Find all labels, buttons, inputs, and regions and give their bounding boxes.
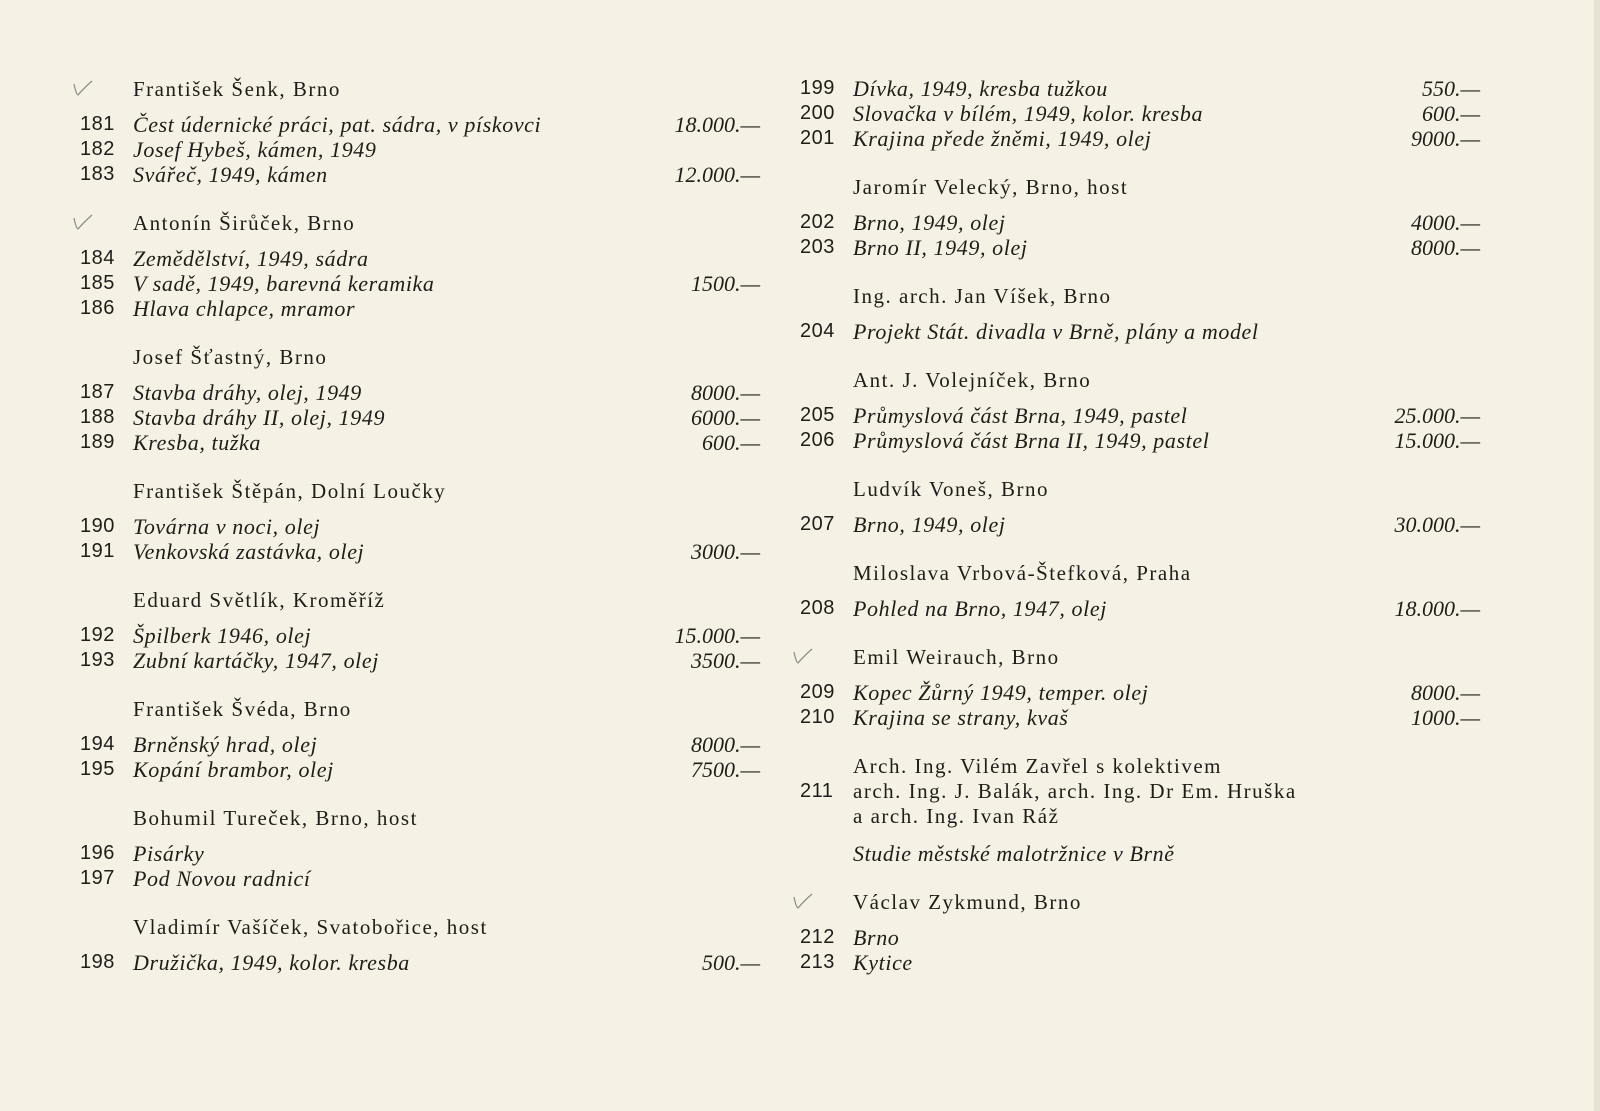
artist-name-text: Bohumil Tureček, Brno, host	[133, 806, 418, 830]
check-mark-icon	[72, 78, 90, 94]
entry-price	[1360, 925, 1480, 950]
entry-price: 4000.—	[1410, 210, 1480, 235]
artist-name	[80, 914, 760, 940]
entry-price: 15.000.—	[674, 623, 760, 648]
artist-name	[800, 174, 1480, 200]
entry-number: 202	[800, 211, 835, 233]
entry-title: Brno, 1949, olej	[853, 210, 1006, 235]
entry-price: 8000.—	[690, 732, 760, 757]
entry-number: 186	[80, 297, 115, 319]
entry-price: 15.000.—	[1394, 428, 1480, 453]
entry-price: 3000.—	[690, 539, 760, 564]
check-mark-icon	[72, 212, 90, 228]
artist-group	[800, 283, 1480, 344]
entry-number: 197	[80, 867, 115, 889]
entry-title: Krajina přede žněmi, 1949, olej	[853, 126, 1152, 151]
catalog-entry	[800, 126, 1480, 151]
catalog-entry	[80, 757, 760, 782]
artist-name	[800, 476, 1480, 502]
entry-title: Projekt Stát. divadla v Brně, plány a model	[853, 319, 1259, 344]
entry-title: Čest údernické práci, pat. sádra, v pískovci	[133, 112, 542, 137]
catalog-entry	[800, 925, 1480, 950]
artist-group	[80, 696, 760, 782]
left-column	[80, 66, 760, 975]
entry-number: 207	[800, 513, 835, 535]
entry-title: Pod Novou radnicí	[133, 866, 311, 891]
entry-number: 210	[800, 706, 835, 728]
artist-group	[80, 805, 760, 891]
entry-price	[1360, 319, 1480, 344]
artist-group	[800, 476, 1480, 537]
entry-number: 212	[800, 926, 835, 948]
entry-price: 1500.—	[690, 271, 760, 296]
catalog-entry	[800, 319, 1480, 344]
entry-number: 181	[80, 113, 115, 135]
entry-number: 199	[800, 77, 835, 99]
entry-price: 3500.—	[690, 648, 760, 673]
entry-price: 8000.—	[1410, 680, 1480, 705]
entry-price: 8000.—	[690, 380, 760, 405]
entry-price: 30.000.—	[1394, 512, 1480, 537]
entry-price: 8000.—	[1410, 235, 1480, 260]
entry-number: 190	[80, 515, 115, 537]
entry-price	[1360, 950, 1480, 975]
artist-group	[80, 914, 760, 975]
artist-name-text: Ant. J. Volejníček, Brno	[853, 368, 1092, 392]
artist-name	[80, 478, 760, 504]
catalog-entry	[800, 596, 1480, 621]
entry-number: 187	[80, 381, 115, 403]
catalog-entry	[80, 841, 760, 866]
entry-title: Hlava chlapce, mramor	[133, 296, 356, 321]
artist-group	[800, 889, 1480, 975]
entry-price: 12.000.—	[674, 162, 760, 187]
artist-group	[80, 344, 760, 455]
entry-number: 188	[80, 406, 115, 428]
artist-name	[80, 805, 760, 831]
catalog-entry	[80, 137, 760, 162]
catalog-entry	[80, 271, 760, 296]
entry-price: 7500.—	[690, 757, 760, 782]
entry-title: Stavba dráhy, olej, 1949	[133, 380, 362, 405]
artist-name-text: Ludvík Voneš, Brno	[853, 477, 1049, 501]
artist-group	[80, 587, 760, 673]
right-top-entries	[800, 66, 1480, 151]
artist-group	[800, 560, 1480, 621]
artist-name	[80, 210, 760, 236]
collective-members-cont: a arch. Ing. Ivan Ráž	[853, 804, 1060, 828]
entry-title: Kytice	[853, 950, 913, 975]
entry-title: Brno, 1949, olej	[853, 512, 1006, 537]
catalog-entry	[80, 296, 760, 321]
entry-number: 213	[800, 951, 835, 973]
catalog-entry	[80, 246, 760, 271]
catalog-entry	[80, 430, 760, 455]
catalog-entry	[800, 76, 1480, 101]
entry-price: 9000.—	[1410, 126, 1480, 151]
entry-number: 211	[800, 780, 834, 802]
artist-name	[80, 587, 760, 613]
entry-title: Zubní kartáčky, 1947, olej	[133, 648, 379, 673]
entry-price: 500.—	[701, 950, 760, 975]
catalog-entry	[80, 112, 760, 137]
catalog-entry	[800, 235, 1480, 260]
entry-title: Kopání brambor, olej	[133, 757, 334, 782]
catalog-entry	[800, 779, 1480, 804]
entry-price: 25.000.—	[1394, 403, 1480, 428]
entry-price	[640, 137, 760, 162]
entry-title: Kresba, tužka	[133, 430, 261, 455]
entry-title: Krajina se strany, kvaš	[853, 705, 1069, 730]
entry-number: 206	[800, 429, 835, 451]
artist-name	[80, 344, 760, 370]
collective-lead: Arch. Ing. Vilém Zavřel s kolektivem	[853, 754, 1223, 778]
right-column	[800, 66, 1480, 975]
catalog-entry	[800, 403, 1480, 428]
entry-title: Zemědělství, 1949, sádra	[133, 246, 369, 271]
artist-name-text: František Štěpán, Dolní Loučky	[133, 479, 447, 503]
entry-price	[640, 514, 760, 539]
artist-group	[80, 478, 760, 564]
entry-title: Svářeč, 1949, kámen	[133, 162, 328, 187]
right-groups	[800, 174, 1480, 730]
artist-name-text: Jaromír Velecký, Brno, host	[853, 175, 1129, 199]
catalog-entry	[80, 623, 760, 648]
artist-name-text: František Švéda, Brno	[133, 697, 352, 721]
artist-group	[80, 76, 760, 187]
entry-number: 205	[800, 404, 835, 426]
catalog-entry	[80, 405, 760, 430]
artist-group	[80, 210, 760, 321]
catalog-entry	[800, 512, 1480, 537]
entry-price: 550.—	[1421, 76, 1480, 101]
collective-block	[800, 753, 1480, 866]
artist-name-text: Miloslava Vrbová-Štefková, Praha	[853, 561, 1192, 585]
artist-name	[80, 76, 760, 102]
entry-title: Venkovská zastávka, olej	[133, 539, 365, 564]
catalog-entry	[800, 428, 1480, 453]
entry-number: 193	[80, 649, 115, 671]
entry-price	[640, 841, 760, 866]
entry-title: Továrna v noci, olej	[133, 514, 321, 539]
artist-name-text: Ing. arch. Jan Víšek, Brno	[853, 284, 1112, 308]
entry-number: 204	[800, 320, 835, 342]
entry-title: Kopec Žůrný 1949, temper. olej	[853, 680, 1149, 705]
collective-members: arch. Ing. J. Balák, arch. Ing. Dr Em. Hruška	[853, 779, 1297, 803]
entry-number: 198	[80, 951, 115, 973]
right-last-group	[800, 889, 1480, 975]
entry-number: 182	[80, 138, 115, 160]
catalog-entry	[800, 680, 1480, 705]
entry-title: Pohled na Brno, 1947, olej	[853, 596, 1107, 621]
entry-number: 209	[800, 681, 835, 703]
artist-name	[800, 283, 1480, 309]
artist-name	[800, 644, 1480, 670]
entry-number: 200	[800, 102, 835, 124]
entry-number: 196	[80, 842, 115, 864]
entry-title: Průmyslová část Brna II, 1949, pastel	[853, 428, 1210, 453]
entry-number: 185	[80, 272, 115, 294]
entry-number: 183	[80, 163, 115, 185]
entry-title: Pisárky	[133, 841, 205, 866]
entry-number: 184	[80, 247, 115, 269]
entry-title: Josef Hybeš, kámen, 1949	[133, 137, 377, 162]
artist-group	[800, 174, 1480, 260]
entry-title: V sadě, 1949, barevná keramika	[133, 271, 435, 296]
entry-title: Průmyslová část Brna, 1949, pastel	[853, 403, 1188, 428]
entry-price: 18.000.—	[1394, 596, 1480, 621]
catalog-entry	[80, 732, 760, 757]
artist-name-text: Václav Zykmund, Brno	[853, 890, 1082, 914]
artist-name-text: Emil Weirauch, Brno	[853, 645, 1060, 669]
catalog-entry	[80, 162, 760, 187]
catalog-entry	[80, 648, 760, 673]
artist-name	[80, 696, 760, 722]
artist-name	[800, 367, 1480, 393]
entry-title: Brno II, 1949, olej	[853, 235, 1028, 260]
artist-name-text: Antonín Širůček, Brno	[133, 211, 356, 235]
entry-price: 1000.—	[1410, 705, 1480, 730]
artist-group	[800, 367, 1480, 453]
check-mark-icon	[792, 646, 810, 662]
entry-price: 6000.—	[690, 405, 760, 430]
entry-title: Družička, 1949, kolor. kresba	[133, 950, 410, 975]
entry-title: Stavba dráhy II, olej, 1949	[133, 405, 386, 430]
entry-number: 194	[80, 733, 115, 755]
entry-price: 18.000.—	[674, 112, 760, 137]
catalog-entry	[800, 950, 1480, 975]
artist-name-text: Eduard Světlík, Kroměříž	[133, 588, 386, 612]
entry-title: Dívka, 1949, kresba tužkou	[853, 76, 1108, 101]
check-mark-icon	[792, 891, 810, 907]
entry-price: 600.—	[701, 430, 760, 455]
artist-name	[800, 560, 1480, 586]
artist-name-text: František Šenk, Brno	[133, 77, 341, 101]
entry-price	[640, 296, 760, 321]
artist-group	[800, 644, 1480, 730]
catalog-entry	[80, 539, 760, 564]
entry-number: 191	[80, 540, 115, 562]
catalog-entry	[800, 101, 1480, 126]
entry-number: 192	[80, 624, 115, 646]
entry-title: Slovačka v bílém, 1949, kolor. kresba	[853, 101, 1204, 126]
catalog-entry	[80, 380, 760, 405]
entry-number: 189	[80, 431, 115, 453]
artist-name-text: Josef Šťastný, Brno	[133, 345, 328, 369]
artist-name	[800, 889, 1480, 915]
entry-number: 203	[800, 236, 835, 258]
entry-price: 600.—	[1421, 101, 1480, 126]
catalog-entry	[80, 950, 760, 975]
entry-title: Špilberk 1946, olej	[133, 623, 312, 648]
entry-number: 195	[80, 758, 115, 780]
entry-number: 201	[800, 127, 835, 149]
catalog-entry	[80, 866, 760, 891]
collective-work-title: Studie městské malotržnice v Brně	[853, 841, 1175, 866]
entry-title: Brno	[853, 925, 900, 950]
artist-name-text: Vladimír Vašíček, Svatobořice, host	[133, 915, 488, 939]
entry-price	[640, 246, 760, 271]
entry-number: 208	[800, 597, 835, 619]
entry-title: Brněnský hrad, olej	[133, 732, 318, 757]
catalog-entry	[800, 210, 1480, 235]
entry-price	[640, 866, 760, 891]
catalog-entry	[800, 705, 1480, 730]
catalog-entry	[80, 514, 760, 539]
